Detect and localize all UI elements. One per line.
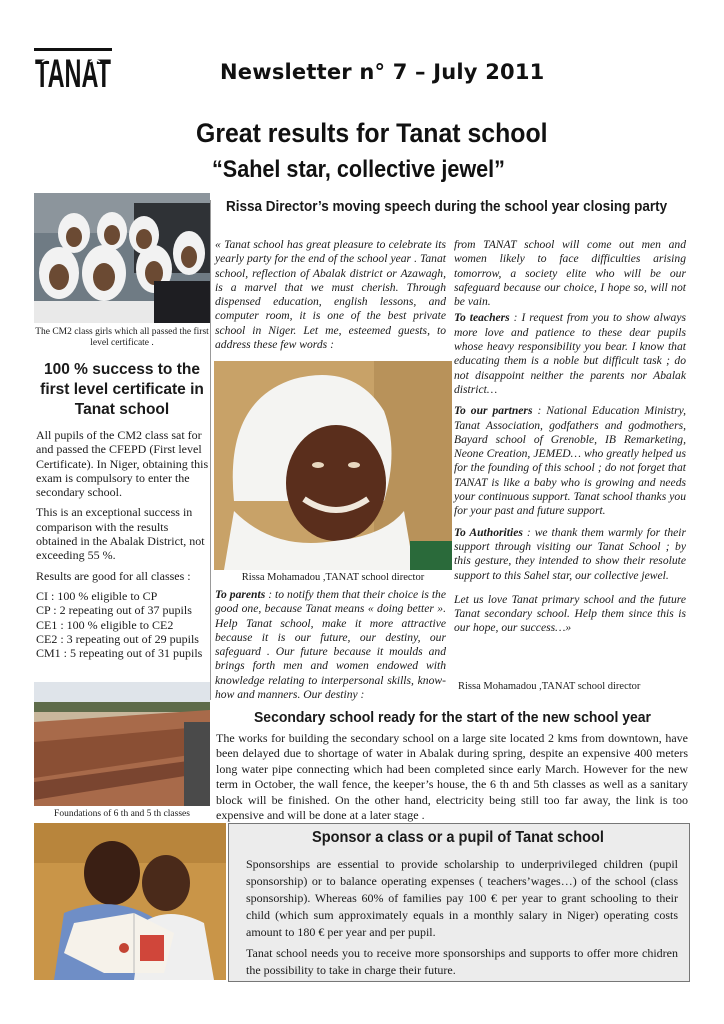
cm2-photo-caption: The CM2 class girls which all passed the first level certificate .: [35, 327, 209, 348]
children-reading-photo: [34, 823, 226, 980]
parents-label: To parents: [215, 588, 266, 601]
teachers-label: To teachers: [454, 311, 510, 325]
speech-column-2: [454, 238, 686, 643]
column-divider: [210, 200, 211, 700]
page-title: Great results for Tanat school: [196, 118, 548, 148]
results-item: CE2 : 3 repeating out of 29 pupils: [36, 631, 199, 646]
newsletter-issue: Newsletter n° 7 – July 2011: [220, 60, 545, 84]
results-item: CP : 2 repeating out of 37 pupils: [36, 603, 192, 618]
results-item: CM1 : 5 repeating out of 31 pupils: [36, 646, 203, 661]
partners-text: : National Education Ministry, Tanat Association, godfathers and godmothers, Bayard school of Grenoble, IB Remarketing, Neone Creation, JEMED… who greatly helped us for the founding of this school ; do not forget that TANAT is like a baby who is growing and needs your continuous support. Tanat school thanks you for your past and future support.: [454, 404, 686, 518]
sponsor-paragraph: Sponsorships are essential to provide scholarship to underprivileged children (pupil sponsorship) or to balance operating expenses ( teachers’wages…) of the school (class sponsorship). Whereas 60% of families pay 100 € per year to grant schooling to their child (which sum approximately equals in a monthly salary in Niger) operating costs amount to 180 € per year and per pupil.: [246, 857, 678, 939]
svg-text:TANAT: TANAT: [35, 52, 111, 96]
authorities-text: : we thank them warmly for their support through visiting our Tanat School ; by this gesture, they intended to show their resolute support to this Sahel star, our collective jewel.: [454, 525, 687, 582]
foundations-photo: [34, 682, 210, 806]
results-item: CI : 100 % eligible to CP: [36, 588, 158, 603]
director-photo-caption: Rissa Mohamadou ,TANAT school director: [241, 572, 425, 583]
speech-intro: [215, 238, 446, 359]
success-paragraph: This is an exceptional success in comparison with the results obtained in the Abalak District, not exceeding 55 %.: [36, 505, 205, 563]
results-list: [36, 589, 212, 660]
success-heading: 100 % success to the first level certificate in Tanat school: [40, 361, 204, 418]
secondary-body: The works for building the secondary school on a large site located 2 kms from downtown, have been delayed due to shortage of water in Abalak during spring, despite an expensive 400 meters long water pipe connecting which had been completed since early March. However for the new term in October, the wall fence, the keeper’s house, the 6 th and 5th classes as well as a sanitary block will be finished. On the other hand, electricity being still too far away, the link is too expensive and will be done at a later stage .: [216, 731, 688, 823]
success-article: [36, 428, 212, 660]
page-subtitle: “Sahel star, collective jewel”: [212, 156, 505, 183]
partners-label: To our partners: [454, 404, 533, 418]
sponsor-body: [246, 856, 678, 983]
success-paragraph: All pupils of the CM2 class sat for and passed the CFEPD (First level Certificate). In Niger, obtaining this exam is compulsory to enter the secondary school.: [36, 428, 209, 500]
parents-text: : to notify them that their choice is the good one, because Tanat means « doing better ». Help Tanat school, make it more attractive because it is our future, our destiny, our safeguard . Our future because it moulds and brings forth men and women endowed with knowledge relating to interpersonal skills, know-how and manners. Our destiny :: [215, 588, 446, 702]
speech-heading: Rissa Director’s moving speech during the school year closing party: [226, 198, 668, 215]
secondary-heading: Secondary school ready for the start of the new school year: [254, 709, 651, 726]
success-paragraph: Results are good for all classes :: [36, 568, 191, 583]
foundations-caption: Foundations of 6 th and 5 th classes: [54, 809, 190, 819]
speech-signature: Rissa Mohamadou ,TANAT school director: [458, 681, 641, 692]
director-photo: [214, 361, 452, 570]
speech-parents: [215, 588, 446, 709]
speech-closing: Let us love Tanat primary school and the future Tanat secondary school. Help them since this is our hope, our success…»: [454, 592, 686, 635]
tanat-logo: [34, 42, 112, 98]
sponsor-paragraph: Tanat school needs you to receive more sponsorships and supports to offer more chidren the possibility to take in charge their future.: [246, 946, 678, 977]
teachers-text: : I request from you to show always more love and patience to these dear pupils whose heavy responsibility you bear. I know that educating them is a noble but difficult task ; do not disappoint neither the parents nor Abalak district…: [454, 311, 687, 396]
cm2-class-photo: [34, 193, 210, 323]
speech-paragraph: from TANAT school will come out men and women likely to face difficulties arising tomorrow, a society elite who will be our safeguard because our choice, I hope so, will not be vain.: [454, 238, 686, 309]
authorities-label: To Authorities: [454, 525, 523, 539]
speech-paragraph: « Tanat school has great pleasure to celebrate its yearly party for the end of the school year . Tanat school, reflection of Abalak district or Azawagh, is a marvel that we must cherish. Through dispensed education, english lessons, and computer room, it is one of the best private school in Niger. Let me, esteemed guests, to address these few words :: [215, 238, 446, 352]
sponsor-heading: Sponsor a class or a pupil of Tanat school: [311, 829, 604, 846]
results-item: CE1 : 100 % eligible to CE2: [36, 617, 174, 632]
